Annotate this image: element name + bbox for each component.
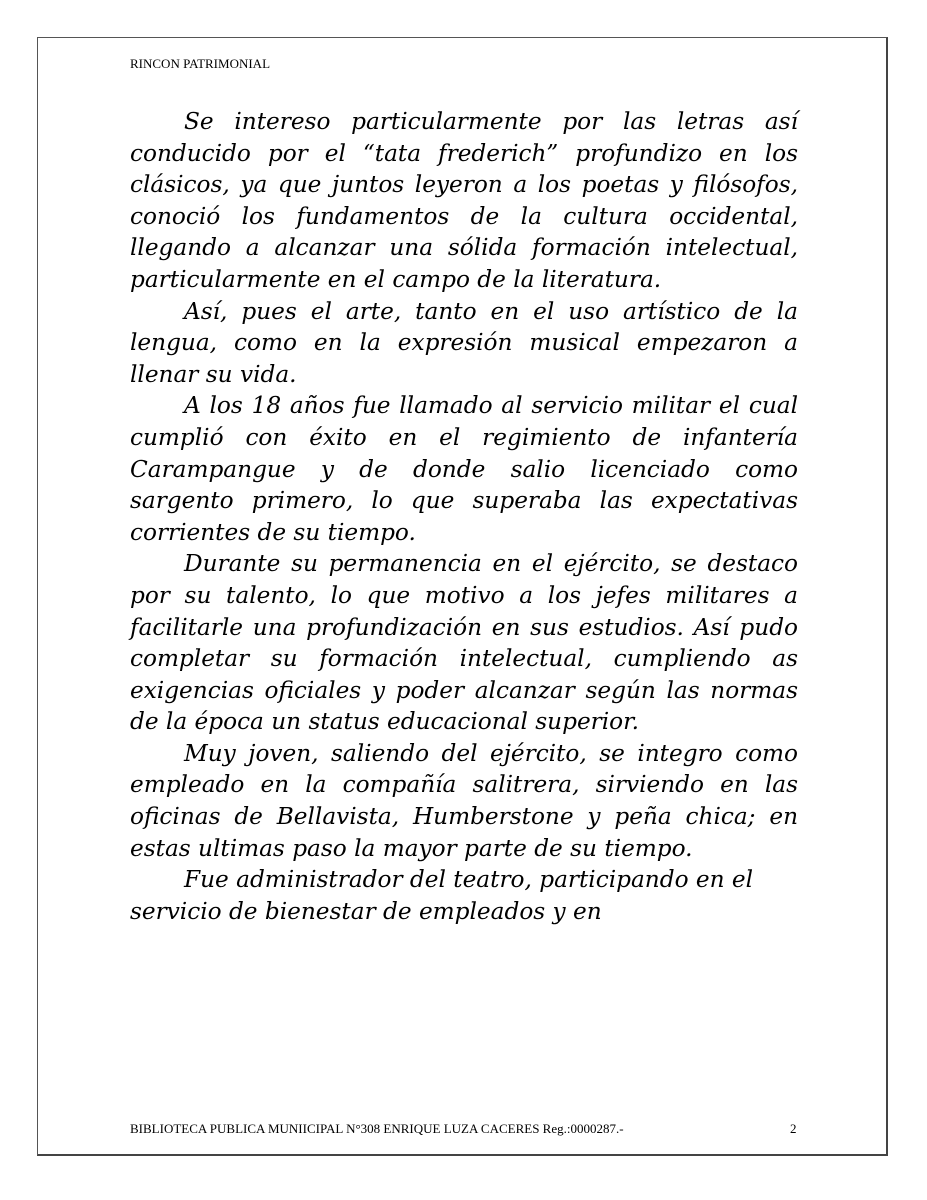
page-number: 2 (790, 1121, 797, 1136)
paragraph: Fue administrador del teatro, participando en el servicio de bienestar de empleados y en (130, 866, 754, 925)
paragraph: Así, pues el arte, tanto en el uso artístico de la lengua, como en la expresión musical empezaron a llenar su vida. (130, 297, 798, 388)
paragraph: A los 18 años fue llamado al servicio militar el cual cumplió con éxito en el regimiento de infantería Carampangue y de donde salio licenciado como sargento primero, lo que superaba las expectativas corrientes de su tiempo. (130, 392, 798, 546)
paragraph: Durante su permanencia en el ejército, se destaco por su talento, lo que motivo a los jefes militares a facilitarle una profundización en sus estudios. Así pudo completar su formación intelectual, cumpliendo as exigencias oficiales y poder alcanzar según las normas de la época un status educacional superior. (130, 550, 798, 736)
paragraph: Se intereso particularmente por las letras así conducido por el “tata frederich” profundizo en los clásicos, ya que juntos leyeron a los poetas y filósofos, conoció los fundamentos de la cultura occidental, llegando a alcanzar una sólida formación intelectual, particularmente en el campo de la literatura. (130, 108, 798, 293)
page-header: RINCON PATRIMONIAL (130, 56, 271, 71)
document-body (130, 106, 798, 927)
paragraph: Muy joven, saliendo del ejército, se integro como empleado en la compañía salitrera, sirviendo en las oficinas de Bellavista, Humberstone y peña chica; en estas ultimas paso la mayor parte de su tiempo. (130, 739, 798, 862)
footer-text: BIBLIOTECA PUBLICA MUNIICIPAL N°308 ENRIQUE LUZA CACERES Reg.:0000287.- (130, 1121, 624, 1136)
